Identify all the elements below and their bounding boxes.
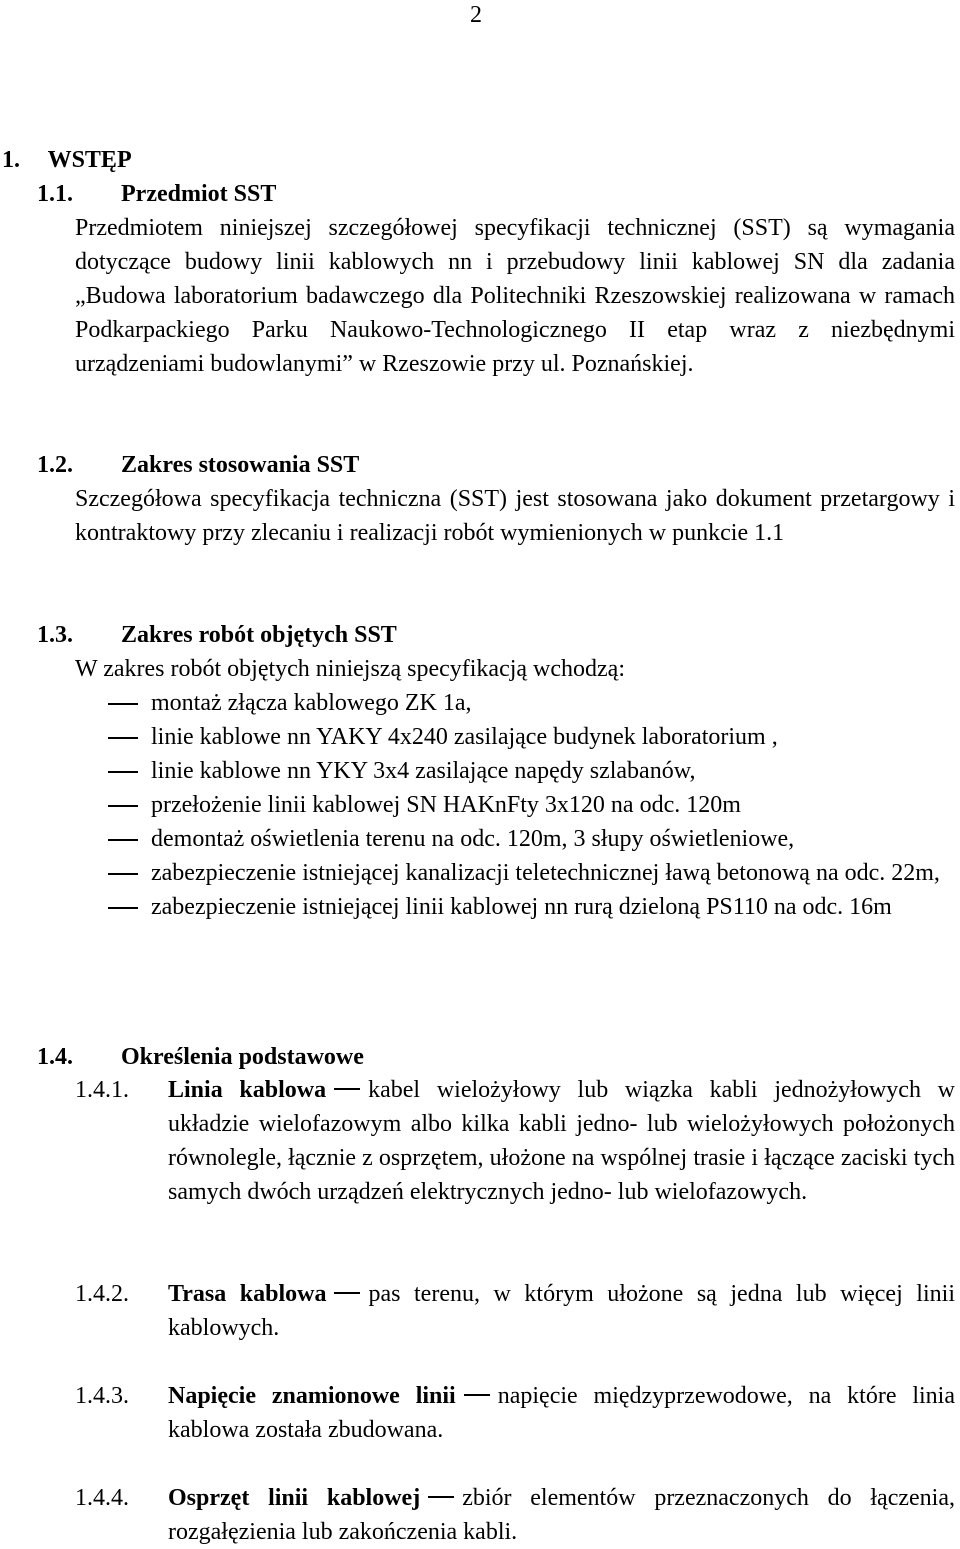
section-1-3-intro: W zakres robót objętych niniejszą specyfikacją wchodzą: — [75, 656, 625, 682]
heading-1-3-number: 1.3. — [37, 622, 73, 648]
dash-bullet — [108, 737, 138, 739]
section-1-1-text: Przedmiotem niniejszej szczegółowej specyfikacji technicznej (SST) są wymagania dotyczące budowy linii kablowych nn i przebudowy linii kablowej SN dla zadania „Budowa laboratorium badawczego dla Politechniki Rzeszowskiej realizowana w ramach Podkarpackiego Parku Naukowo-Technologicznego II etap wraz z niezbędnymi urządzeniami budowlanymi” w Rzeszowie przy ul. Poznańskiej. — [75, 215, 955, 377]
list-item: przełożenie linii kablowej SN HAKnFty 3x120 na odc. 120m — [108, 788, 958, 822]
page-number: 2 — [470, 2, 482, 28]
heading-1-3 — [37, 618, 397, 652]
heading-1-2-number: 1.2. — [37, 452, 73, 478]
section-1-2-text: Szczegółowa specyfikacja techniczna (SST) jest stosowana jako dokument przetargowy i kontraktowy przy zlecaniu i realizacji robót wymienionych w punkcie 1.1 — [75, 486, 955, 546]
heading-1-1-title: Przedmiot SST — [121, 181, 277, 207]
definition-number: 1.4.1. — [75, 1077, 129, 1103]
definition-term: Osprzęt linii kablowej — [168, 1485, 421, 1511]
definition-text: kabel wielożyłowy lub wiązka kabli jednożyłowych w układzie wielofazowym albo kilka kabli jedno- lub wielożyłowych położonych równolegle, łącznie z osprzętem, ułożone na wspólnej trasie i łączące zaciski tych samych dwóch urządzeń elektrycznych jedno- lub wielofazowych. — [168, 1077, 956, 1205]
definition-number: 1.4.3. — [75, 1383, 129, 1409]
heading-1 — [2, 143, 132, 177]
heading-1-4 — [37, 1040, 364, 1074]
definition-text: zbiór elementów przeznaczonych do łączenia, rozgałęzienia lub zakończenia kabli. — [168, 1485, 955, 1545]
heading-1-4-title: Określenia podstawowe — [121, 1044, 364, 1070]
definition-term: Trasa kablowa — [168, 1281, 327, 1307]
list-item: zabezpieczenie istniejącej linii kablowej nn rurą dzieloną PS110 na odc. 16m — [108, 890, 958, 924]
dash-bullet — [108, 907, 138, 909]
dash-separator — [334, 1292, 360, 1294]
definition-number: 1.4.2. — [75, 1281, 129, 1307]
dash-bullet — [108, 703, 138, 705]
definition-term: Napięcie znamionowe linii — [168, 1383, 456, 1409]
definition-term: Linia kablowa — [168, 1077, 327, 1103]
definition-text: napięcie międzyprzewodowe, na które linia kablowa została zbudowana. — [168, 1383, 955, 1443]
list-item: zabezpieczenie istniejącej kanalizacji teletechnicznej ławą betonową na odc. 22m, — [108, 856, 958, 890]
dash-bullet — [108, 873, 138, 875]
dash-separator — [428, 1496, 454, 1498]
dash-separator — [464, 1394, 490, 1396]
dash-separator — [334, 1088, 360, 1090]
dash-bullet — [108, 839, 138, 841]
heading-1-title: WSTĘP — [47, 147, 132, 173]
list-item: montaż złącza kablowego ZK 1a, — [108, 686, 958, 720]
definition-1-4-2 — [75, 1277, 955, 1345]
heading-1-4-number: 1.4. — [37, 1044, 73, 1070]
heading-1-1-number: 1.1. — [37, 181, 73, 207]
list-item: linie kablowe nn YKY 3x4 zasilające napędy szlabanów, — [108, 754, 958, 788]
definition-1-4-1 — [75, 1073, 955, 1209]
heading-1-3-title: Zakres robót objętych SST — [121, 622, 397, 648]
definition-1-4-4 — [75, 1481, 955, 1549]
dash-bullet — [108, 771, 138, 773]
definition-text: pas terenu, w którym ułożone są jedna lub więcej linii kablowych. — [168, 1281, 955, 1341]
definition-number: 1.4.4. — [75, 1485, 129, 1511]
definition-1-4-3 — [75, 1379, 955, 1447]
heading-1-1 — [37, 177, 276, 211]
heading-1-2-title: Zakres stosowania SST — [121, 452, 360, 478]
list-item: demontaż oświetlenia terenu na odc. 120m, 3 słupy oświetleniowe, — [108, 822, 958, 856]
heading-1-2 — [37, 448, 359, 482]
scope-list — [108, 686, 958, 924]
dash-bullet — [108, 805, 138, 807]
heading-1-number: 1. — [2, 147, 20, 173]
list-item: linie kablowe nn YAKY 4x240 zasilające budynek laboratorium , — [108, 720, 958, 754]
